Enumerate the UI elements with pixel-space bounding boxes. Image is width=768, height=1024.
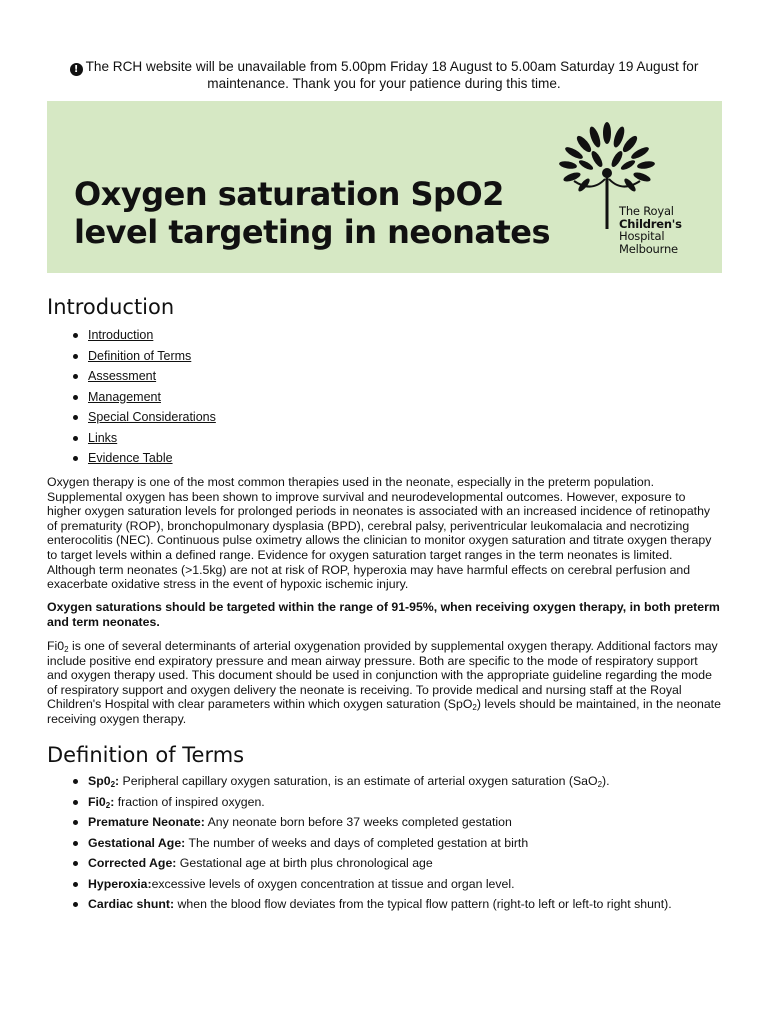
logo-wordmark: The Royal Children's Hospital Melbourne <box>619 204 682 256</box>
toc-link-evidence-table[interactable]: Evidence Table <box>88 451 173 465</box>
exclamation-circle-icon: ! <box>70 63 83 76</box>
intro-paragraph-1: Oxygen therapy is one of the most common therapies used in the neonate, especially in the preterm population. Supplemental oxygen has been shown to improve survival and neurodevelopmental outcomes. However, exposure to higher oxygen saturation levels for prolonged periods in neonates is associated with an increased incidence of retinopathy of prematurity (ROP), bronchopulmonary dysplasia (BPD), cerebral palsy, periventricular leukomalacia and necrotizing enterocolitis (NEC). Continuous pulse oximetry allows the clinician to monitor oxygen saturation and titrate oxygen therapy to target levels within a defined range. Evidence for oxygen saturation target ranges in the term neonates is limited. Although term neonates (>1.5kg) are not at risk of ROP, hyperoxia may have harmful effects on cerebral perfusion and exacerbate oxidative stress in the event of hypoxic ischemic injury. <box>47 475 712 592</box>
definitions-list <box>47 771 721 915</box>
notice-text: The RCH website will be unavailable from 5.00pm Friday 18 August to 5.00am Saturday 19 August for maintenance. Thank you for your patience during this time. <box>85 59 699 91</box>
definition-of-terms-heading: Definition of Terms <box>47 743 245 767</box>
toc-item <box>47 346 216 367</box>
toc-item <box>47 325 216 346</box>
toc-link-management[interactable]: Management <box>88 389 161 404</box>
toc-item <box>47 448 216 469</box>
toc-item <box>47 407 216 428</box>
page-title: Oxygen saturation SpO2 level targeting in neonates <box>74 175 550 251</box>
introduction-heading: Introduction <box>47 295 175 319</box>
definition-item: Premature Neonate: Any neonate born before 37 weeks completed gestation <box>47 812 721 833</box>
intro-paragraph-target-range: Oxygen saturations should be targeted within the range of 91-95%, when receiving oxygen therapy, in both preterm and term neonates. <box>47 600 720 629</box>
toc-link-assessment[interactable]: Assessment <box>88 369 157 383</box>
intro-paragraph-3: $Fi0_2$ is one of several determinants of arterial oxygenation provided by supplemental oxygen therapy. Additional factors may include positive end expiratory pressure and mean airway pressure. Both are specific to the mode of respiratory support and oxygen therapy used. This document should be used in conjunction with the appropriate guideline regarding the mode of respiratory support and oxygen delivery the neonate is receiving. To provide medical and nursing staff at the Royal Children's Hospital with clear parameters within which oxygen saturation (SpO$_2$) levels should be maintained, in the neonate receiving oxygen therapy. <box>47 639 721 726</box>
toc-item <box>47 387 216 408</box>
title-banner <box>47 101 722 273</box>
toc-link-links[interactable]: Links <box>88 430 118 445</box>
table-of-contents <box>47 325 216 469</box>
definition-item: $Sp0_2$: Peripheral capillary oxygen saturation, is an estimate of arterial oxygen saturation (SaO$_2$). <box>47 771 721 792</box>
definition-item: Cardiac shunt: when the blood flow deviates from the typical flow pattern (right-to left or left-to right shunt). <box>47 894 721 915</box>
definition-item: Gestational Age: The number of weeks and days of completed gestation at birth <box>47 833 721 854</box>
definition-item: Corrected Age: Gestational age at birth plus chronological age <box>47 853 721 874</box>
definition-item: $Fi0_2$: fraction of inspired oxygen. <box>47 792 721 813</box>
maintenance-notice <box>60 59 708 92</box>
toc-link-special-considerations[interactable]: Special Considerations <box>88 410 216 424</box>
definition-item: Hyperoxia:excessive levels of oxygen concentration at tissue and organ level. <box>47 874 721 895</box>
toc-link-introduction[interactable]: Introduction <box>88 328 154 342</box>
toc-item <box>47 366 216 387</box>
toc-item <box>47 428 216 449</box>
toc-link-definition-of-terms[interactable]: Definition of Terms <box>88 348 192 363</box>
